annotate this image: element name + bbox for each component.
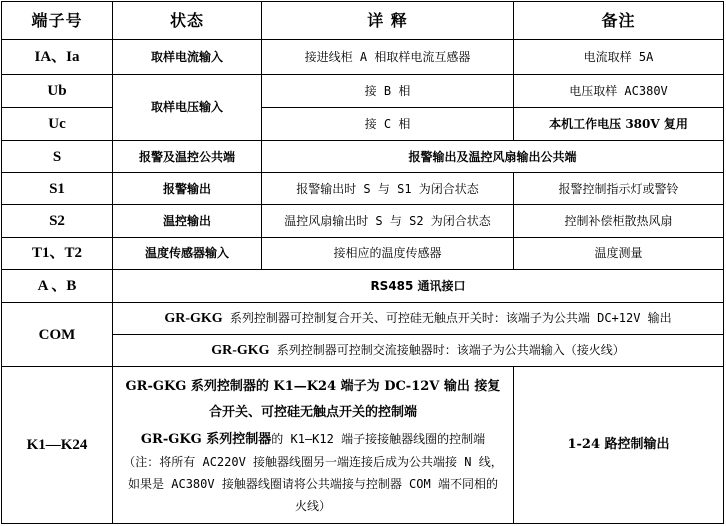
detail-cell: 接进线柜 A 相取样电流互感器 — [262, 40, 514, 74]
note-cell: 本机工作电压 380V 复用 — [514, 107, 724, 140]
terminal-cell: S1 — [2, 173, 113, 205]
detail-paragraph: GR-GKG 系列控制器的 K1—K24 端子为 DC-12V 输出 接复合开关、可控硅无触点开关的控制端 — [125, 378, 501, 420]
brand-label: GR-GKG — [164, 310, 223, 326]
brand-label: GR-GKG 系列控制器 — [140, 431, 272, 447]
detail-paragraph — [123, 428, 503, 517]
note-cell: 温度测量 — [514, 237, 724, 269]
header-detail: 详 释 — [262, 2, 514, 40]
terminal-cell: Uc — [2, 107, 113, 140]
note-cell: 电流取样 5A — [514, 40, 724, 74]
status-cell: 温度传感器输入 — [113, 237, 262, 269]
detail-cell: 接 B 相 — [262, 74, 514, 107]
table-row — [2, 74, 724, 107]
note-cell: 1-24 路控制输出 — [514, 367, 724, 524]
terminal-cell: COM — [2, 302, 113, 366]
detail-cell: 报警输出时 S 与 S1 为闭合状态 — [262, 173, 514, 205]
table-row — [2, 141, 724, 173]
detail-cell: RS485 通讯接口 — [113, 269, 724, 302]
terminal-cell: A 、B — [2, 269, 113, 302]
detail-text: 系列控制器可控制交流接触器时：该端子为公共端输入（接火线） — [269, 343, 625, 358]
header-terminal: 端子号 — [2, 2, 113, 40]
header-note: 备注 — [514, 2, 724, 40]
detail-text: 系列控制器可控制复合开关、可控硅无触点开关时：该端子为公共端 DC+12V 输出 — [222, 310, 672, 325]
note-cell: 报警控制指示灯或警铃 — [514, 173, 724, 205]
header-row — [2, 2, 724, 40]
table-row — [2, 367, 724, 524]
brand-label: GR-GKG — [211, 343, 270, 359]
table-row — [2, 302, 724, 334]
table-row — [2, 237, 724, 269]
terminal-cell: T1、T2 — [2, 237, 113, 269]
terminal-cell: S2 — [2, 205, 113, 237]
detail-cell: 接 C 相 — [262, 107, 514, 140]
terminal-cell: K1—K24 — [2, 367, 113, 524]
table-row — [2, 205, 724, 237]
table-row — [2, 40, 724, 74]
table-row — [2, 269, 724, 302]
detail-text: 的 K1—K12 端子接接触器线圈的控制端（注：将所有 AC220V 接触器线圈另一端连接后成为公共端接 N 线，如果是 AC380V 接触器线圈请将公共端接与控制器 COM 端不同相的火线） — [123, 431, 503, 513]
terminal-cell: S — [2, 141, 113, 173]
terminal-cell: IA、Ia — [2, 40, 113, 74]
header-status: 状态 — [113, 2, 262, 40]
status-cell: 取样电流输入 — [113, 40, 262, 74]
table-row — [2, 107, 724, 140]
status-cell: 取样电压输入 — [113, 74, 262, 140]
status-cell: 报警及温控公共端 — [113, 141, 262, 173]
detail-cell: 温控风扇输出时 S 与 S2 为闭合状态 — [262, 205, 514, 237]
terminal-spec-table — [1, 1, 724, 524]
table-row — [2, 173, 724, 205]
detail-cell: 报警输出及温控风扇输出公共端 — [262, 141, 724, 173]
note-cell: 电压取样 AC380V — [514, 74, 724, 107]
detail-cell — [113, 302, 724, 334]
detail-cell — [113, 335, 724, 367]
status-cell: 温控输出 — [113, 205, 262, 237]
note-cell: 控制补偿柜散热风扇 — [514, 205, 724, 237]
detail-cell — [113, 367, 514, 524]
detail-cell: 接相应的温度传感器 — [262, 237, 514, 269]
status-cell: 报警输出 — [113, 173, 262, 205]
terminal-cell: Ub — [2, 74, 113, 107]
